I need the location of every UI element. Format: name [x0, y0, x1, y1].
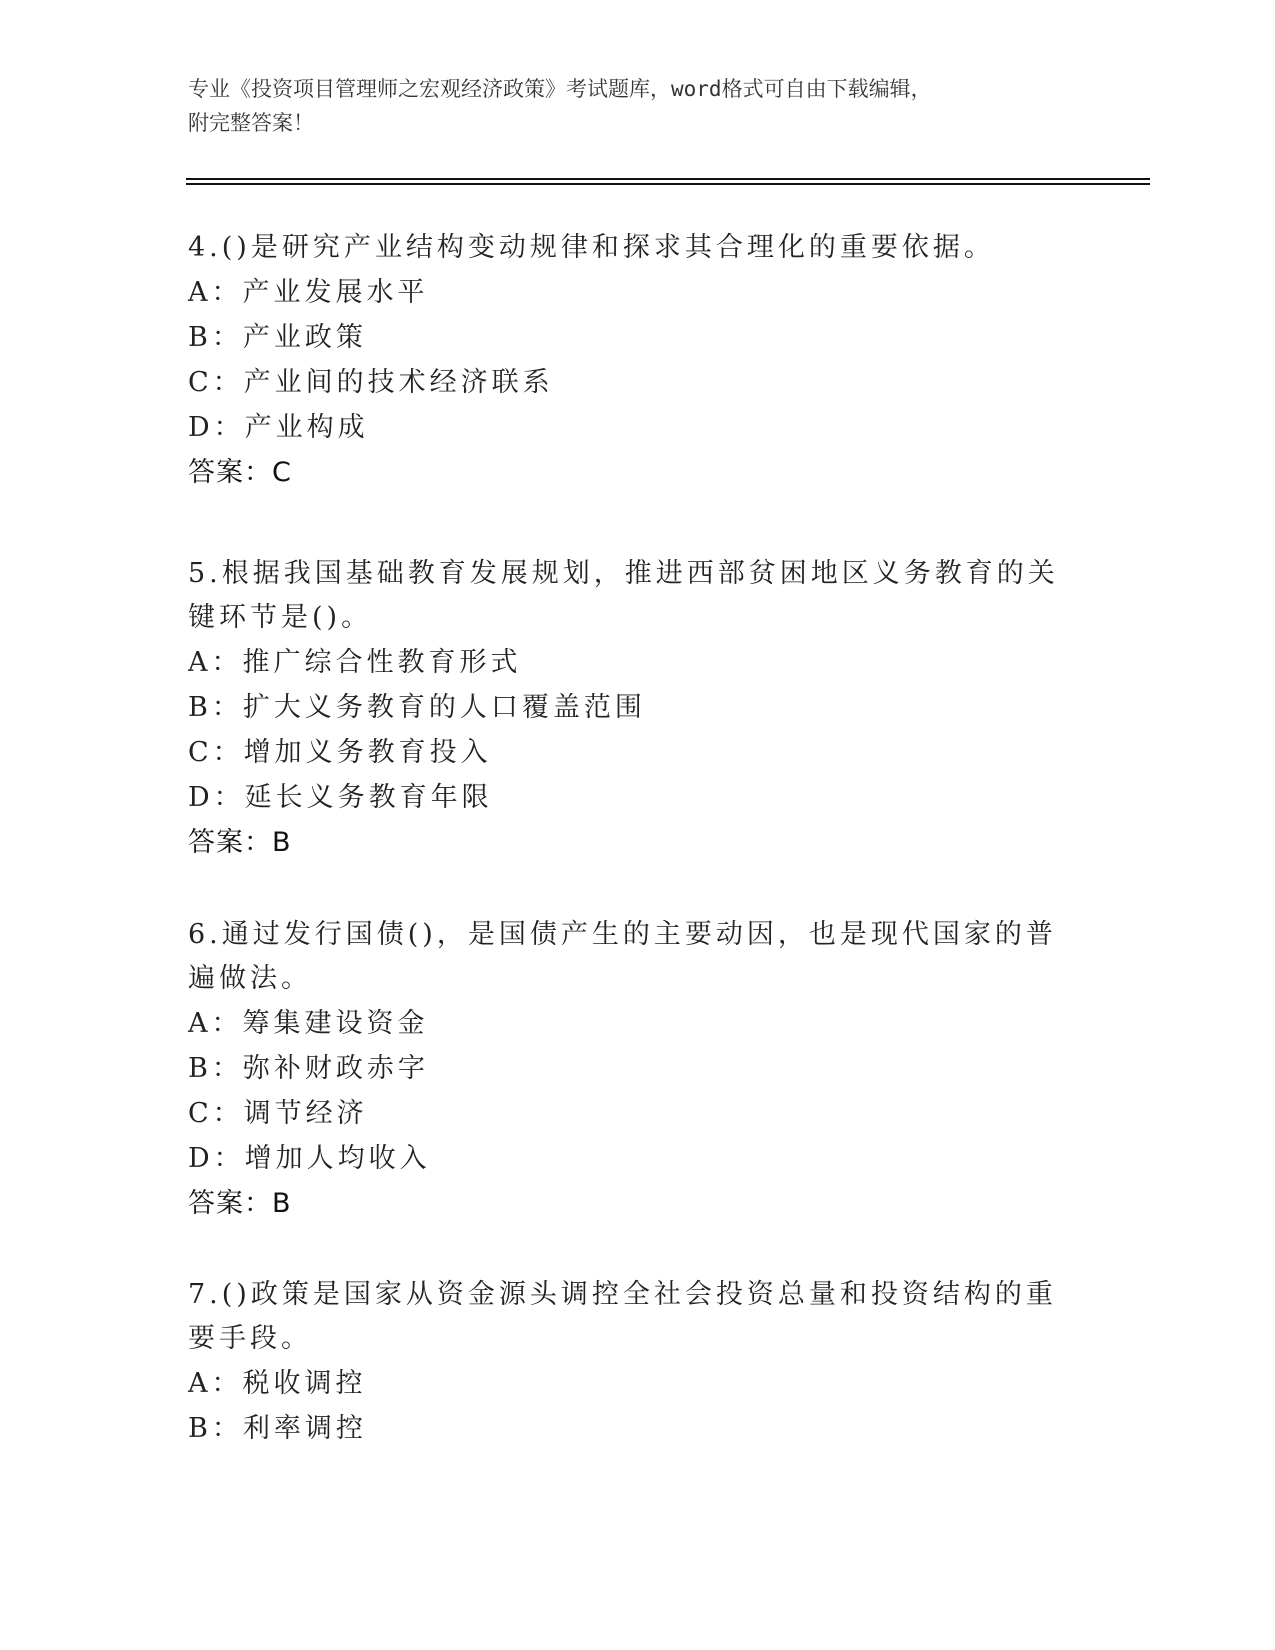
- option-d: D：延长义务教育年限: [188, 782, 493, 813]
- option-c: C：调节经济: [188, 1098, 368, 1129]
- option-a: A：推广综合性教育形式: [188, 647, 522, 678]
- header-line-2: 附完整答案！: [188, 111, 314, 135]
- option-c: C：产业间的技术经济联系: [188, 367, 554, 398]
- option-d: D：产业构成: [188, 412, 369, 443]
- question-stem: 7.()政策是国家从资金源头调控全社会投资总量和投资结构的重要手段。: [188, 1279, 1057, 1354]
- option-a: A：筹集建设资金: [188, 1008, 429, 1039]
- answer-line: 答案：C: [188, 457, 292, 488]
- option-d: D：增加人均收入: [188, 1143, 431, 1174]
- question-stem: 6.通过发行国债()，是国债产生的主要动因，也是现代国家的普遍做法。: [188, 919, 1057, 994]
- header-line-1: 专业《投资项目管理师之宏观经济政策》考试题库，word格式可自由下载编辑，: [188, 77, 932, 101]
- header-divider-bottom: [186, 183, 1150, 185]
- answer-line: 答案：B: [188, 827, 292, 858]
- option-a: A：税收调控: [188, 1368, 367, 1399]
- option-b: B：扩大义务教育的人口覆盖范围: [188, 692, 646, 723]
- question-4: [188, 226, 1068, 496]
- question-6: [188, 913, 1068, 1227]
- question-5: [188, 552, 1068, 866]
- option-b: B：产业政策: [188, 322, 367, 353]
- question-stem: 4.()是研究产业结构变动规律和探求其合理化的重要依据。: [188, 232, 995, 263]
- option-c: C：增加义务教育投入: [188, 737, 492, 768]
- option-b: B：利率调控: [188, 1413, 367, 1444]
- question-7: [188, 1273, 1068, 1451]
- question-stem: 5.根据我国基础教育发展规划，推进西部贫困地区义务教育的关键环节是()。: [188, 558, 1059, 633]
- option-a: A：产业发展水平: [188, 277, 429, 308]
- answer-line: 答案：B: [188, 1188, 292, 1219]
- option-b: B：弥补财政赤字: [188, 1053, 429, 1084]
- document-header-note: [188, 72, 1088, 140]
- header-divider-top: [186, 178, 1150, 180]
